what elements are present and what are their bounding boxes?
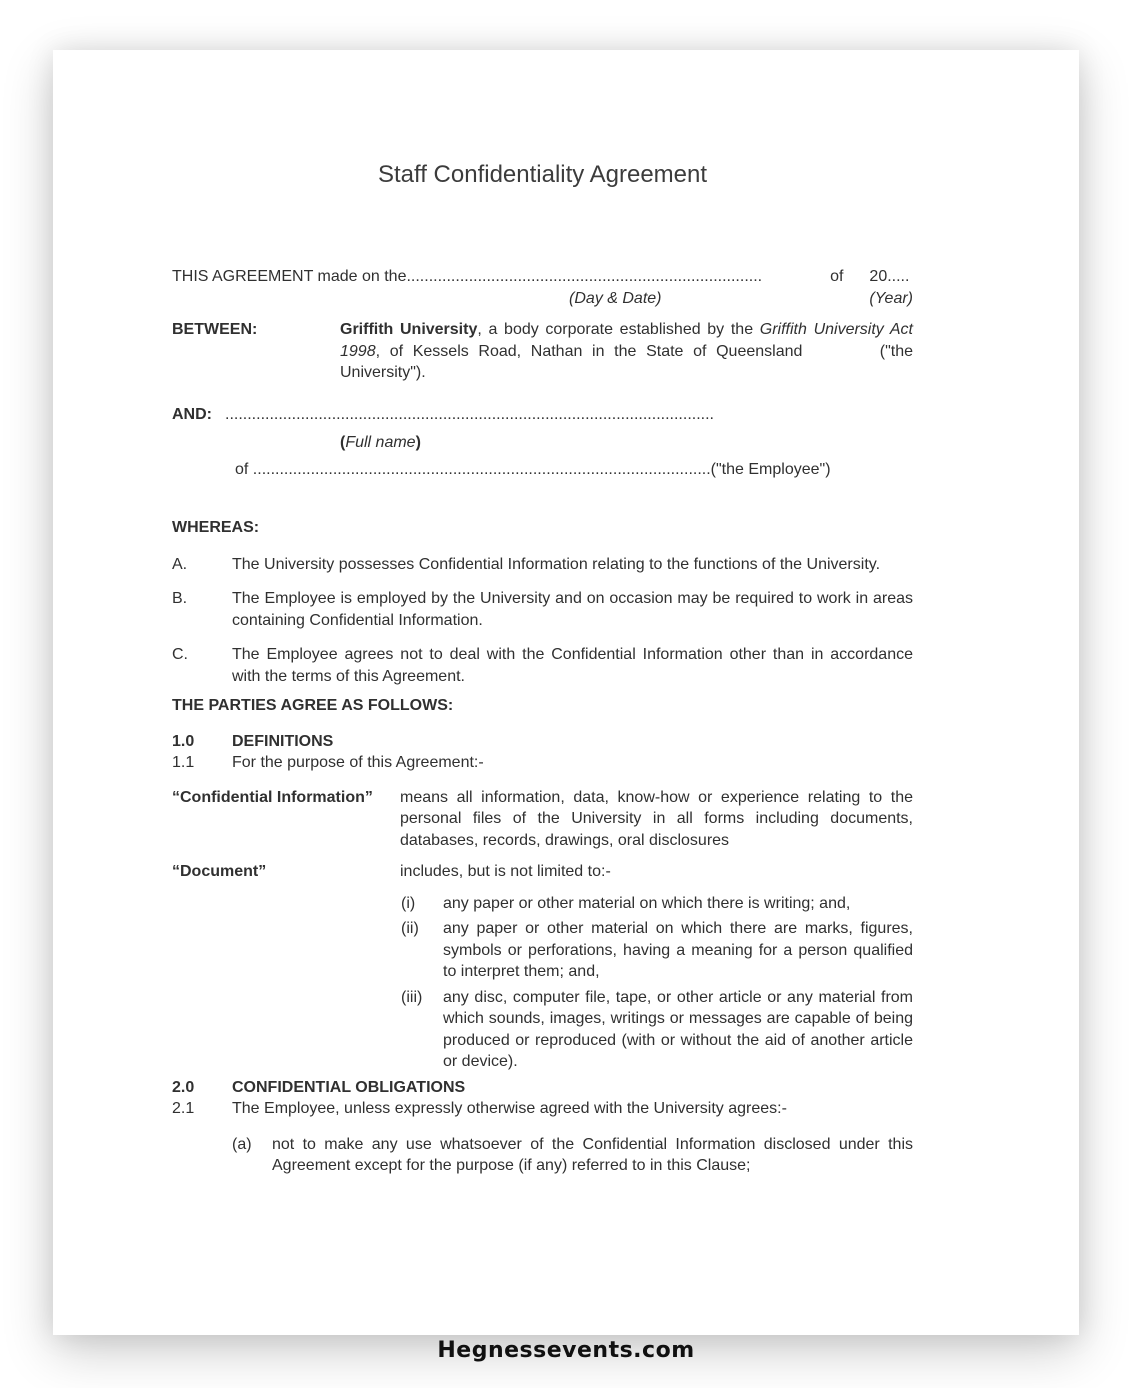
full-name-open-paren: ( <box>340 434 346 451</box>
between-text-a: , a body corporate established by the <box>477 321 760 338</box>
roman-marker-ii: (ii) <box>401 920 419 937</box>
clause-2-1 <box>172 1098 913 1120</box>
of-word: of <box>235 460 253 478</box>
between-label: BETWEEN: <box>172 321 258 338</box>
roman-text-i: any paper or other material on which there is writing; and, <box>443 894 851 912</box>
day-date-caption: (Day & Date) <box>569 289 662 307</box>
intro-spacer-1 <box>172 288 406 310</box>
parties-agree-heading: THE PARTIES AGREE AS FOLLOWS: <box>172 697 454 714</box>
document-includes-item-ii <box>401 918 913 983</box>
whereas-item-c <box>172 644 913 687</box>
roman-marker-iii: (iii) <box>401 988 423 1006</box>
section-2-number: 2.0 <box>172 1078 195 1096</box>
definition-confidential-information <box>172 787 913 852</box>
obligation-text-a: not to make any use whatsoever of the Confidential Information disclosed under this Agreement except for the purpose (if any) referred to in this Clause; <box>272 1135 913 1174</box>
intro-spacer-3 <box>843 288 869 310</box>
definition-term-document: “Document” <box>172 863 267 880</box>
full-name-caption <box>340 432 913 454</box>
intro-lead-text: THIS AGREEMENT made on the <box>172 268 407 285</box>
obligation-marker-a: (a) <box>232 1135 252 1153</box>
whereas-text-a: The University possesses Confidential Information relating to the functions of the University. <box>232 555 881 573</box>
section-1-number: 1.0 <box>172 732 195 750</box>
clause-2-1-number: 2.1 <box>172 1100 195 1117</box>
and-clause <box>172 404 913 426</box>
whereas-letter-c: C. <box>172 646 188 663</box>
whereas-item-a <box>172 554 913 576</box>
and-label: AND: <box>172 405 212 423</box>
whereas-letter-b: B. <box>172 590 188 607</box>
page-title: Staff Confidentiality Agreement <box>377 161 708 188</box>
between-party-text <box>340 319 913 384</box>
between-spacer <box>802 343 879 360</box>
section-1-heading <box>172 731 913 753</box>
intro-of-text: of <box>830 268 844 285</box>
between-clause <box>172 319 913 384</box>
agreement-date-line <box>172 266 913 309</box>
intro-spacer-2 <box>824 288 843 310</box>
year-caption: (Year) <box>869 289 913 307</box>
section-1-title: DEFINITIONS <box>232 732 334 750</box>
employee-address-line <box>235 459 913 481</box>
intro-gap <box>843 266 869 288</box>
roman-marker-i: (i) <box>401 894 416 912</box>
document-includes-item-iii <box>401 987 913 1073</box>
party-name-text: Griffith University <box>340 321 478 338</box>
obligation-item-a <box>232 1134 913 1177</box>
definition-document <box>172 861 913 883</box>
document-includes-item-i <box>401 893 913 915</box>
clause-1-1-number: 1.1 <box>172 754 195 771</box>
roman-text-ii: any paper or other material on which there are marks, figures, symbols or perforations, having a meaning for a person qualified to interpret them; and, <box>443 920 913 980</box>
section-2-heading <box>172 1077 913 1099</box>
definition-term-confidential-information: “Confidential Information” <box>172 788 373 806</box>
clause-2-1-text: The Employee, unless expressly otherwise agreed with the University agrees:- <box>232 1100 787 1117</box>
full-name-close-paren: ) <box>415 434 421 451</box>
between-text-b: , of Kessels Road, Nathan in the State of Queensland <box>375 342 803 360</box>
clause-1-1-text: For the purpose of this Agreement:- <box>232 754 484 771</box>
watermark-site-name: Hegnessevents.com <box>437 1338 695 1363</box>
clause-1-1 <box>172 752 913 774</box>
whereas-text-b: The Employee is employed by the University and on occasion may be required to work in areas containing Confidential Information. <box>232 590 913 629</box>
date-blank-line: ................................................................................ <box>406 268 763 285</box>
document-page <box>53 50 1079 1335</box>
university-ref-text: ("the University"). <box>340 342 914 381</box>
section-2-title: CONFIDENTIAL OBLIGATIONS <box>232 1078 466 1096</box>
definition-meaning-document: includes, but is not limited to:- <box>400 863 611 880</box>
whereas-letter-a: A. <box>172 555 188 573</box>
full-name-label: Full name <box>345 434 416 451</box>
act-name-text: Griffith University Act 1998 <box>340 321 913 360</box>
definition-meaning-confidential-information: means all information, data, know-how or experience relating to the personal files of the University in all forms including documents, databases, records, drawings, oral disclosures <box>400 788 913 849</box>
name-blank-line: .............................................................................................................. <box>225 405 714 423</box>
address-blank-line: ....................................................................................................... <box>252 460 711 478</box>
employee-ref-text: ("the Employee") <box>710 460 831 478</box>
whereas-text-c: The Employee agrees not to deal with the Confidential Information other than in accordance with the terms of this Agreement. <box>232 646 913 685</box>
whereas-item-b <box>172 588 913 631</box>
roman-text-iii: any disc, computer file, tape, or other article or any material from which sounds, images, writings or messages are capable of being produced or reproduced (with or without the aid of another article or device). <box>443 988 913 1070</box>
whereas-heading: WHEREAS: <box>172 519 260 536</box>
year-blank-line: 20..... <box>869 268 910 285</box>
